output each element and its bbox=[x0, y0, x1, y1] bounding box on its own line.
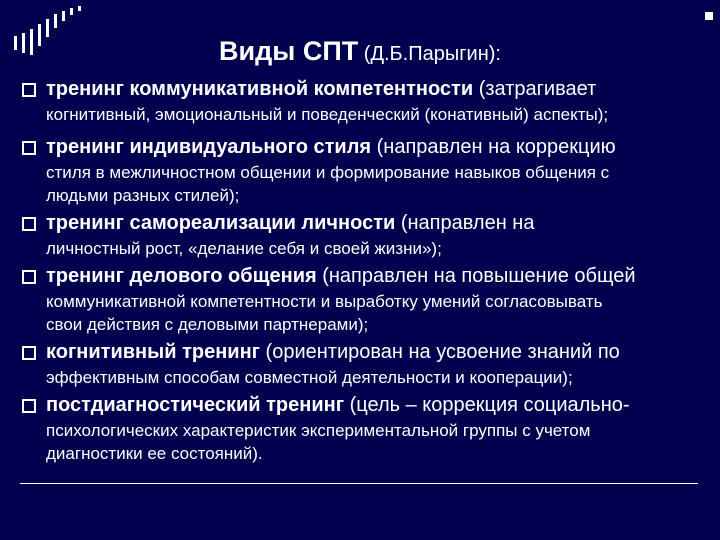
training-types-list bbox=[20, 76, 710, 468]
item-description: (направлен на коррекцию bbox=[371, 136, 616, 158]
item-description: (направлен на повышение общей bbox=[316, 265, 636, 287]
square-bullet-icon bbox=[22, 217, 36, 231]
divider bbox=[20, 483, 698, 484]
item-description: людьми разных стилей); bbox=[46, 186, 240, 205]
list-item bbox=[20, 210, 710, 263]
item-description: (затрагивает bbox=[473, 78, 597, 100]
item-term: тренинг индивидуального стиля bbox=[46, 136, 372, 158]
item-term: тренинг коммуникативной компетентности bbox=[46, 78, 474, 100]
item-description: личностный рост, «делание себя и своей жизни»); bbox=[46, 239, 442, 258]
item-term: тренинг самореализации личности bbox=[46, 212, 396, 234]
square-bullet-icon bbox=[22, 83, 36, 97]
square-bullet-icon bbox=[22, 270, 36, 284]
title-author: (Д.Б.Парыгин): bbox=[358, 43, 501, 65]
list-item bbox=[20, 263, 710, 339]
page-title bbox=[0, 36, 720, 69]
item-term: тренинг делового общения bbox=[46, 265, 317, 287]
list-item bbox=[20, 134, 710, 210]
square-bullet-icon bbox=[22, 346, 36, 360]
item-description: когнитивный, эмоциональный и поведенческий (конативный) аспекты); bbox=[46, 105, 609, 124]
item-description: свои действия с деловыми партнерами); bbox=[46, 315, 369, 334]
item-term: постдиагностический тренинг bbox=[46, 394, 345, 416]
list-item bbox=[20, 392, 710, 468]
list-item bbox=[20, 76, 710, 134]
list-item bbox=[20, 339, 710, 392]
item-description: эффективным способам совместной деятельности и кооперации); bbox=[46, 368, 573, 387]
item-description: (направлен на bbox=[395, 212, 535, 234]
item-description: (ориентирован на усвоение знаний по bbox=[259, 341, 620, 363]
item-description: диагностики ее состояний). bbox=[46, 444, 263, 463]
item-term: когнитивный тренинг bbox=[46, 341, 260, 363]
square-bullet-icon bbox=[22, 141, 36, 155]
item-description: коммуникативной компетентности и выработку умений согласовывать bbox=[46, 292, 603, 311]
square-bullet-icon bbox=[22, 399, 36, 413]
item-description: стиля в межличностном общении и формирование навыков общения с bbox=[46, 163, 610, 182]
item-description: (цель – коррекция социально- bbox=[344, 394, 630, 416]
item-description: психологических характеристик экспериментальной группы с учетом bbox=[46, 421, 591, 440]
title-main: Виды СПТ bbox=[219, 36, 359, 66]
